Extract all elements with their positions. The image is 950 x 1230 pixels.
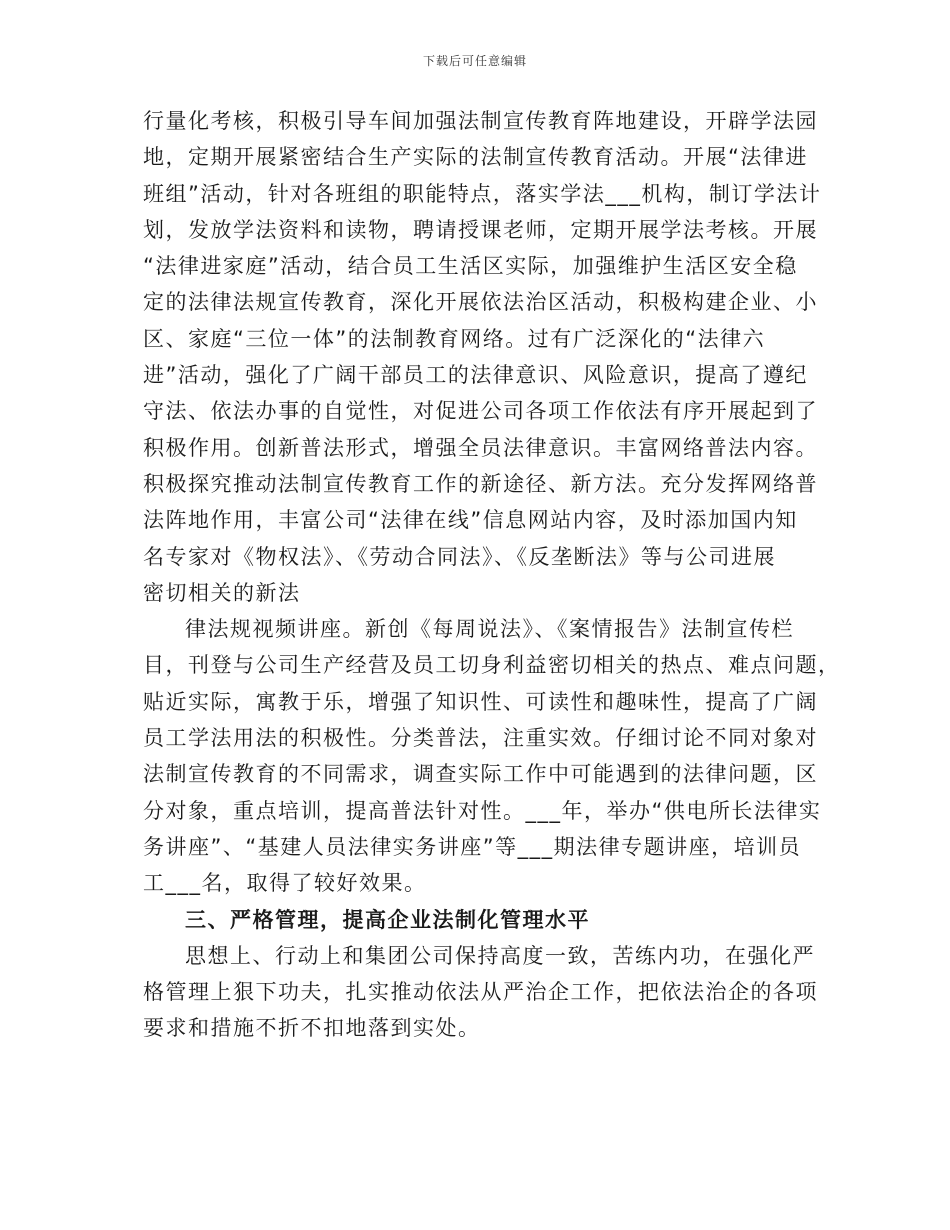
paragraph-line: 格管理上狠下功夫，扎实推动依法从严治企工作，把依法治企的各项 [143,980,818,1005]
page-header-note: 下载后可任意编辑 [422,54,527,68]
paragraph-line: 行量化考核，积极引导车间加强法制宣传教育阵地建设，开辟学法园 [143,109,818,133]
paragraph-line: 密切相关的新法 [143,580,301,605]
paragraph-line: 划，发放学法资料和读物，聘请授课老师，定期开展学法考核。开展 [143,217,818,242]
paragraph-line: 法阵地作用，丰富公司“法律在线”信息网站内容，及时添加国内知 [143,508,798,533]
paragraph-line: “法律进家庭”活动，结合员工生活区实际，加强维护生活区安全稳 [143,254,798,279]
paragraph-line: 法制宣传教育的不同需求，调查实际工作中可能遇到的法律问题，区 [143,762,818,787]
paragraph-line: 守法、依法办事的自觉性，对促进公司各项工作依法有序开展起到了 [143,399,818,424]
paragraph-line: 区、家庭“三位一体”的法制教育网络。过有广泛深化的“法律六 [143,326,766,351]
paragraph-line: 员工学法用法的积极性。分类普法，注重实效。仔细讨论不同对象对 [143,726,818,751]
paragraph-line: 积极作用。创新普法形式，增强全员法律意识。丰富网络普法内容。 [143,435,818,460]
paragraph-line: 地，定期开展紧密结合生产实际的法制宣传教育活动。开展“法律进 [143,145,808,170]
paragraph-line: 名专家对《物权法》、《劳动合同法》、《反垄断法》等与公司进展 [143,544,776,569]
paragraph-line: 班组”活动，针对各班组的职能特点，落实学法___机构，制订学法计 [143,181,822,206]
paragraph-line: 分对象，重点培训，提高普法针对性。___年，举办“供电所长法律实 [143,798,822,823]
paragraph-line: 目，刊登与公司生产经营及员工切身利益密切相关的热点、难点问题， [143,653,841,678]
paragraph-line: 思想上、行动上和集团公司保持高度一致，苦练内功，在强化严 [185,943,815,968]
paragraph-line: 定的法律法规宣传教育，深化开展依法治区活动，积极构建企业、小 [143,290,818,315]
paragraph-line: 进”活动，强化了广阔干部员工的法律意识、风险意识，提高了遵纪 [143,363,808,388]
paragraph-line: 要求和措施不折不扣地落到实处。 [143,1016,481,1041]
section-heading: 三、严格管理，提高企业法制化管理水平 [185,907,590,932]
paragraph-line: 积极探究推动法制宣传教育工作的新途径、新方法。充分发挥网络普 [143,471,818,496]
paragraph-line: 贴近实际，寓教于乐，增强了知识性、可读性和趣味性，提高了广阔 [143,689,818,714]
paragraph-line: 工___名，取得了较好效果。 [143,871,427,896]
document-body [143,103,841,1047]
paragraph-line: 务讲座”、“基建人员法律实务讲座”等___期法律专题讲座，培训员 [143,834,802,859]
paragraph-line: 律法规视频讲座。新创《每周说法》、《案情报告》法制宣传栏 [185,617,794,642]
